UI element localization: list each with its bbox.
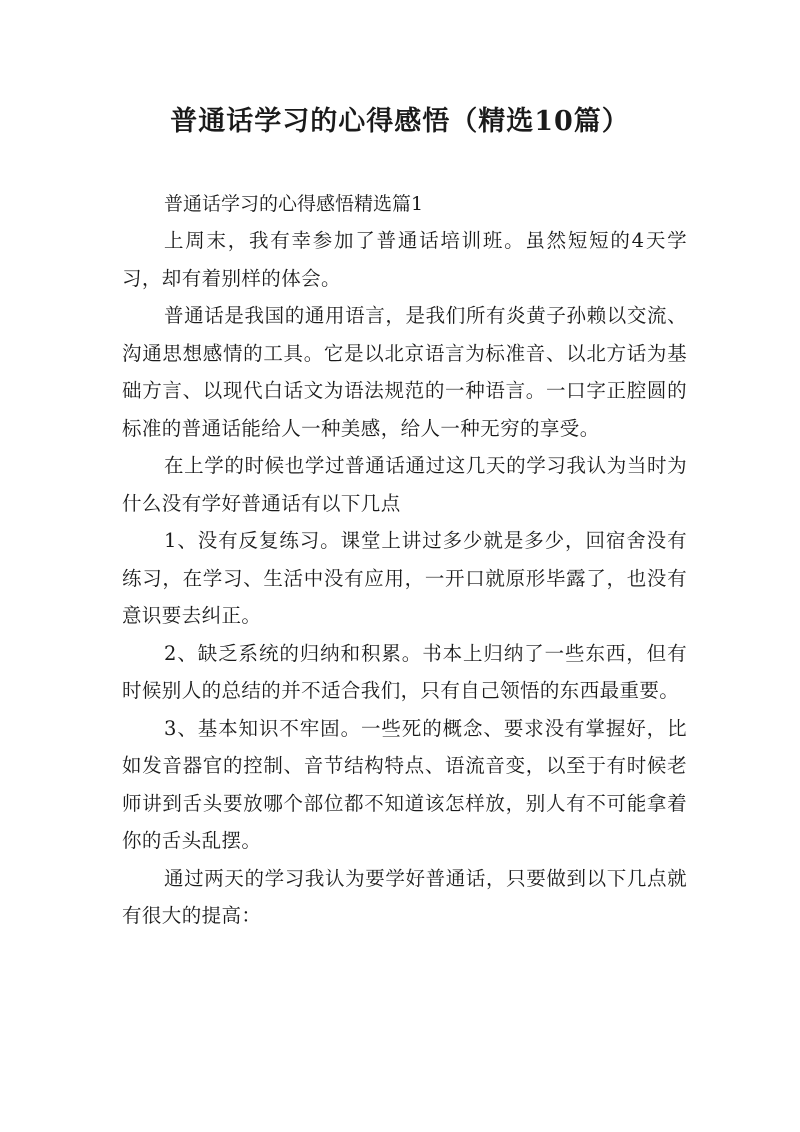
section-heading: 普通话学习的心得感悟精选篇1 bbox=[164, 193, 424, 215]
document-title: 普通话学习的心得感悟（精选10篇） bbox=[170, 106, 630, 137]
paragraph-conclusion: 通过两天的学习我认为要学好普通话，只要做到以下几点就有很大的提高： bbox=[122, 866, 687, 927]
paragraph-intro: 上周末，我有幸参加了普通话培训班。虽然短短的4天学习，却有着别样的体会。 bbox=[122, 229, 687, 290]
document-body bbox=[122, 186, 687, 935]
paragraph-reason-1: 1、没有反复练习。课堂上讲过多少就是多少，回宿舍没有练习，在学习、生活中没有应用，一开口就原形毕露了，也没有意识要去纠正。 bbox=[122, 529, 687, 627]
paragraph-reason-3: 3、基本知识不牢固。一些死的概念、要求没有掌握好，比如发音器官的控制、音节结构特点、语流音变，以至于有时候老师讲到舌头要放哪个部位都不知道该怎样放，别人有不可能拿着你的舌头乱摆。 bbox=[122, 716, 687, 852]
paragraph-reasons-intro: 在上学的时候也学过普通话通过这几天的学习我认为当时为什么没有学好普通话有以下几点 bbox=[122, 454, 687, 515]
paragraph-reason-2: 2、缺乏系统的归纳和积累。书本上归纳了一些东西，但有时候别人的总结的并不适合我们，只有自己领悟的东西最重要。 bbox=[122, 641, 687, 702]
paragraph-mandarin-definition: 普通话是我国的通用语言，是我们所有炎黄子孙赖以交流、沟通思想感情的工具。它是以北京语言为标准音、以北方话为基础方言、以现代白话文为语法规范的一种语言。一口字正腔圆的标准的普通话能给人一种美感，给人一种无穷的享受。 bbox=[122, 304, 687, 440]
